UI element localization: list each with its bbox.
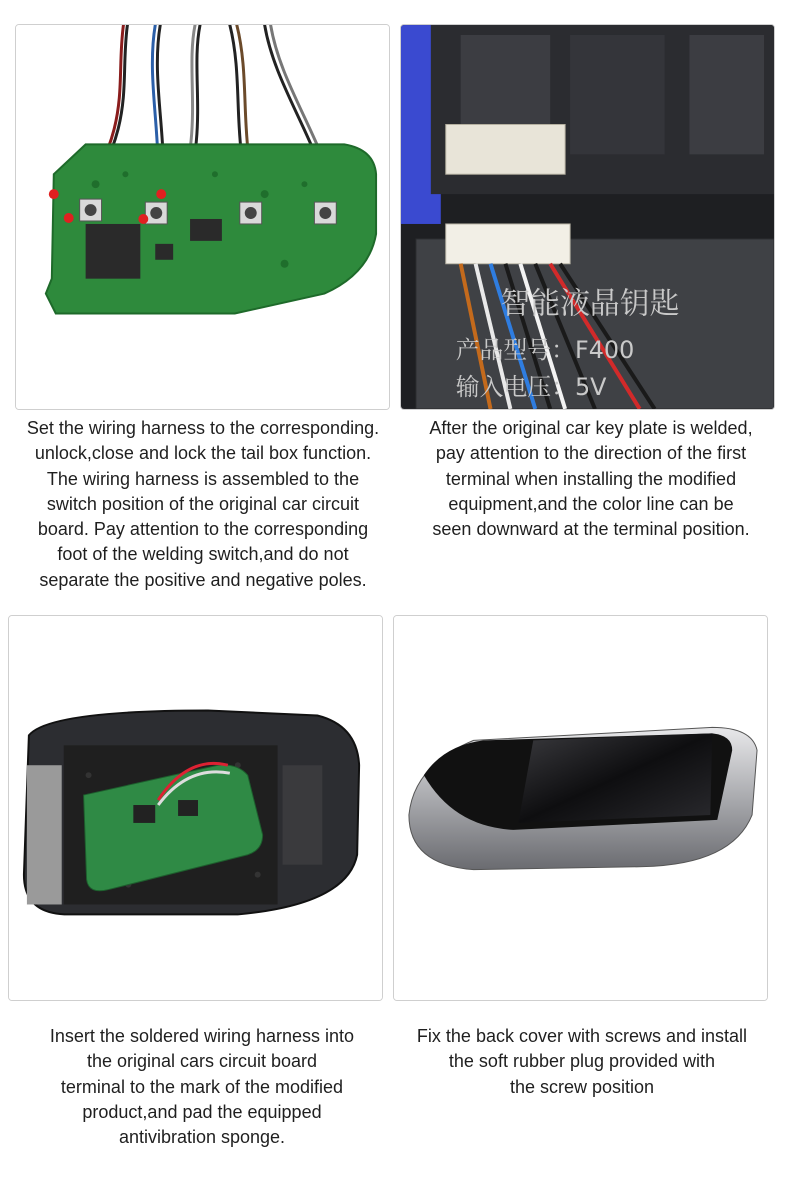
terminal-connector-photo [401,25,774,409]
step2-image-panel [400,24,775,410]
caption-line: foot of the welding switch,and do not [57,544,349,565]
caption-line: switch position of the original car circuit [46,493,360,514]
sticker-text: 产品型号：F400 [455,336,635,365]
caption-line: terminal to the mark of the modified [60,1076,344,1097]
caption-line: the screw position [509,1076,655,1097]
caption-line: the original cars circuit board [86,1051,318,1072]
step4-image-panel [393,615,768,1001]
pcb-wiring-photo [16,25,389,409]
caption-line: After the original car key plate is welded, [429,418,753,438]
caption-line: The wiring harness is assembled to the [46,468,360,489]
caption-line: Fix the back cover with screws and install [416,1026,748,1046]
caption-line: unlock,close and lock the tail box function. [34,443,372,464]
caption-line: pay attention to the direction of the first [435,443,747,464]
caption-line: Insert the soldered wiring harness into [49,1026,355,1046]
step3-image-panel [8,615,383,1001]
caption-line: separate the positive and negative poles. [39,569,367,590]
step1-image-panel [15,24,390,410]
caption-line: seen downward at the terminal position. [432,519,750,540]
caption-line: board. Pay attention to the corresponding [37,519,369,540]
caption-line: the soft rubber plug provided with [448,1051,716,1072]
step4-caption [396,1024,768,1100]
step2-caption [402,416,780,542]
caption-line: equipment,and the color line can be [448,493,734,514]
caption-line: antivibration sponge. [118,1127,286,1148]
sticker-text: 输入电压：5V [455,373,607,402]
step3-caption [12,1024,392,1150]
sticker-text: 智能液晶钥匙 [500,286,680,322]
caption-line: terminal when installing the modified [445,468,737,489]
step1-caption [8,416,398,593]
caption-line: product,and pad the equipped [82,1101,322,1122]
key-shell-pcb-photo [9,616,382,1000]
assembled-key-photo [394,616,767,1000]
caption-line: Set the wiring harness to the corresponding. [26,418,380,438]
